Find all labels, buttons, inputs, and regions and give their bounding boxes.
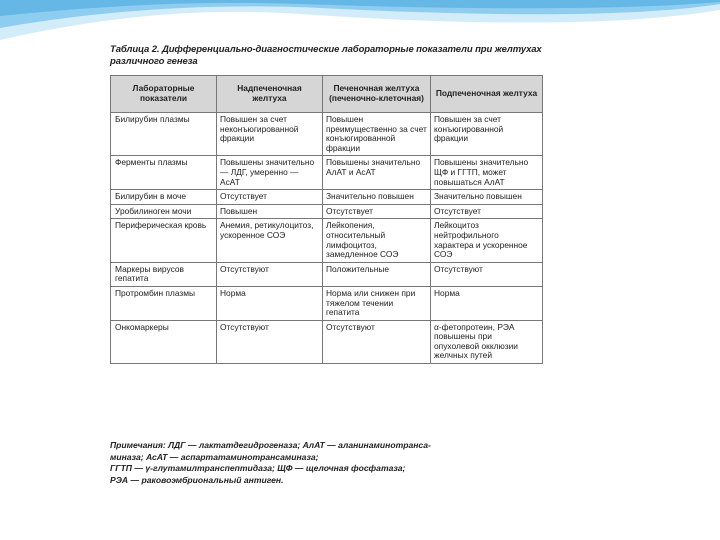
table-cell: Повышен преимущественно за счет конъюгированной фракции bbox=[323, 113, 431, 156]
table-cell: Отсутствуют bbox=[217, 320, 323, 363]
header-cell: Подпеченочная желтуха bbox=[431, 76, 543, 113]
table-cell: Повышен за счет конъюгированной фракции bbox=[431, 113, 543, 156]
table-row bbox=[111, 262, 543, 286]
table-cell: Норма или снижен при тяжелом течении гепатита bbox=[323, 286, 431, 320]
table-row bbox=[111, 113, 543, 156]
table-cell: Норма bbox=[431, 286, 543, 320]
row-label-cell: Уробилиноген мочи bbox=[111, 204, 217, 219]
row-label-cell: Ферменты плазмы bbox=[111, 156, 217, 190]
row-label-cell: Маркеры вирусов гепатита bbox=[111, 262, 217, 286]
table-cell: Повышены значительно ЩФ и ГГТП, может повышаться АлАТ bbox=[431, 156, 543, 190]
table-cell: Лейкопения, относительный лимфоцитоз, замедленное СОЭ bbox=[323, 219, 431, 262]
table-cell: Повышены значительно — ЛДГ, умеренно — АсАТ bbox=[217, 156, 323, 190]
row-label-cell: Периферическая кровь bbox=[111, 219, 217, 262]
note-line: миназа; АсАТ — аспартатаминотрансаминаза; bbox=[110, 451, 319, 462]
table-cell: Положительные bbox=[323, 262, 431, 286]
diagnostic-table bbox=[110, 75, 543, 364]
table-row bbox=[111, 204, 543, 219]
table-cell: Отсутствует bbox=[217, 190, 323, 205]
table-cell: Значительно повышен bbox=[431, 190, 543, 205]
table-cell: Отсутствуют bbox=[431, 262, 543, 286]
table-row bbox=[111, 190, 543, 205]
table-title: Таблица 2. Дифференциально-диагностические лабораторные показатели при желтухах различного генеза bbox=[110, 44, 542, 67]
note-line: Примечания: ЛДГ — лактатдегидрогеназа; АлАТ — аланинаминотранса- bbox=[110, 440, 431, 450]
table-cell: Повышен за счет неконъюгированной фракции bbox=[217, 113, 323, 156]
table-notes bbox=[110, 440, 542, 486]
header-cell: Надпеченочная желтуха bbox=[217, 76, 323, 113]
note-line: ГГТП — γ-глутамилтранспептидаза; ЩФ — щелочная фосфатаза; bbox=[110, 463, 406, 473]
table-cell: Повышен bbox=[217, 204, 323, 219]
row-label-cell: Онкомаркеры bbox=[111, 320, 217, 363]
note-line: РЭА — раковоэмбриональный антиген. bbox=[110, 474, 284, 485]
table-cell: Отсутствует bbox=[431, 204, 543, 219]
table-cell: Отсутствует bbox=[323, 204, 431, 219]
table-row bbox=[111, 286, 543, 320]
table-cell: Повышены значительно АлАТ и АсАТ bbox=[323, 156, 431, 190]
header-cell: Лабораторные показатели bbox=[111, 76, 217, 113]
table-row bbox=[111, 320, 543, 363]
row-label-cell: Билирубин в моче bbox=[111, 190, 217, 205]
table-cell: Лейкоцитоз нейтрофильного характера и ускоренное СОЭ bbox=[431, 219, 543, 262]
table-cell: Значительно повышен bbox=[323, 190, 431, 205]
table-row bbox=[111, 219, 543, 262]
table-cell: α-фетопротеин, РЭА повышены при опухолевой окклюзии желчных путей bbox=[431, 320, 543, 363]
table-header-row bbox=[111, 76, 543, 113]
table-cell: Отсутствуют bbox=[323, 320, 431, 363]
row-label-cell: Протромбин плазмы bbox=[111, 286, 217, 320]
header-cell: Печеночная желтуха (печеночно-клеточная) bbox=[323, 76, 431, 113]
table-row bbox=[111, 156, 543, 190]
table-cell: Отсутствуют bbox=[217, 262, 323, 286]
row-label-cell: Билирубин плазмы bbox=[111, 113, 217, 156]
table-cell: Норма bbox=[217, 286, 323, 320]
table-cell: Анемия, ретикулоцитоз, ускоренное СОЭ bbox=[217, 219, 323, 262]
